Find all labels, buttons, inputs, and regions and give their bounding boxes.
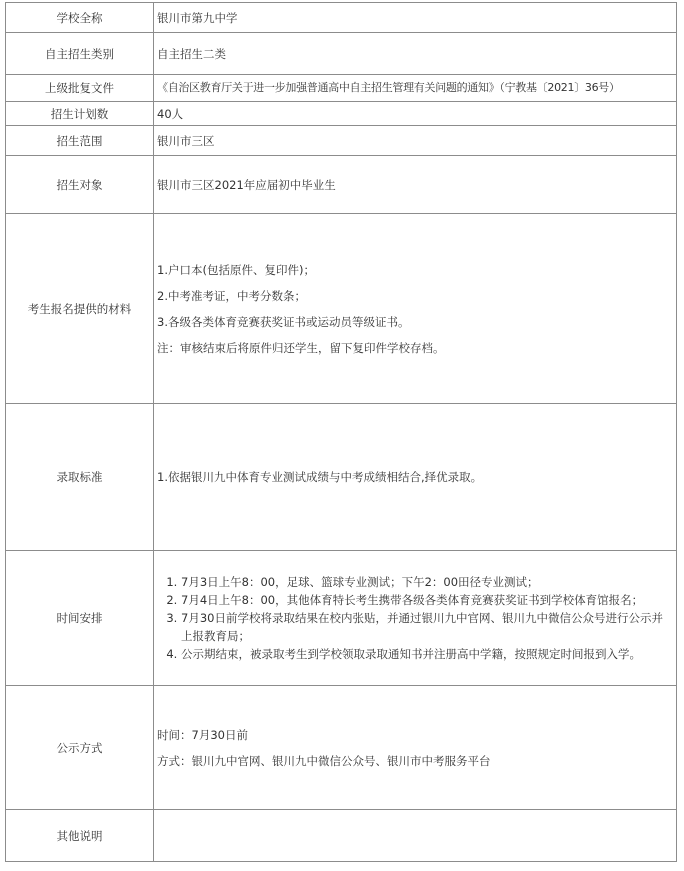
row-value: 《自治区教育厅关于进一步加强普通高中自主招生管理有关问题的通知》（宁教基〔2021〕36号） <box>154 75 677 102</box>
schedule-list <box>157 573 673 663</box>
row-label: 录取标准 <box>6 404 154 551</box>
list-item: 1. 7月3日上午8：00，足球、篮球专业测试；下午2：00田径专业测试； <box>181 573 673 591</box>
row-label: 招生对象 <box>6 156 154 214</box>
row-label: 公示方式 <box>6 686 154 810</box>
row-label: 上级批复文件 <box>6 75 154 102</box>
row-label: 招生范围 <box>6 126 154 156</box>
row-label: 考生报名提供的材料 <box>6 214 154 404</box>
table-row <box>6 33 677 75</box>
publicity-time: 时间：7月30日前 <box>157 727 248 742</box>
table-row <box>6 404 677 551</box>
row-value: 银川市三区2021年应届初中毕业生 <box>154 156 677 214</box>
row-value: 银川市三区 <box>154 126 677 156</box>
row-label: 时间安排 <box>6 551 154 686</box>
table-row <box>6 75 677 102</box>
table-row <box>6 102 677 126</box>
row-value: 40人 <box>154 102 677 126</box>
table-row <box>6 3 677 33</box>
publicity-channels: 方式：银川九中官网、银川九中微信公众号、银川市中考服务平台 <box>157 753 491 768</box>
row-value: 银川市第九中学 <box>154 3 677 33</box>
list-item: 3. 7月30日前学校将录取结果在校内张贴，并通过银川九中官网、银川九中微信公众号进行公示并上报教育局； <box>181 609 673 645</box>
material-line: 1.户口本(包括原件、复印件)； <box>157 262 315 277</box>
table-row <box>6 214 677 404</box>
row-value <box>154 551 677 686</box>
list-item: 4. 公示期结束，被录取考生到学校领取录取通知书并注册高中学籍，按照规定时间报到入学。 <box>181 645 673 663</box>
row-value <box>154 810 677 862</box>
table-row <box>6 126 677 156</box>
table-row <box>6 810 677 862</box>
row-value: 自主招生二类 <box>154 33 677 75</box>
material-line: 2.中考准考证，中考分数条； <box>157 288 306 303</box>
table-row <box>6 156 677 214</box>
row-label: 学校全称 <box>6 3 154 33</box>
row-label: 招生计划数 <box>6 102 154 126</box>
admission-info-table <box>5 2 677 862</box>
row-value: 1.依据银川九中体育专业测试成绩与中考成绩相结合,择优录取。 <box>154 404 677 551</box>
list-item: 2. 7月4日上午8：00，其他体育特长考生携带各级各类体育竞赛获奖证书到学校体育馆报名； <box>181 591 673 609</box>
material-note: 注：审核结束后将原件归还学生，留下复印件学校存档。 <box>157 340 445 355</box>
row-value <box>154 686 677 810</box>
row-label: 自主招生类别 <box>6 33 154 75</box>
row-label: 其他说明 <box>6 810 154 862</box>
table-row <box>6 686 677 810</box>
material-line: 3.各级各类体育竞赛获奖证书或运动员等级证书。 <box>157 314 410 329</box>
table-row <box>6 551 677 686</box>
row-value <box>154 214 677 404</box>
